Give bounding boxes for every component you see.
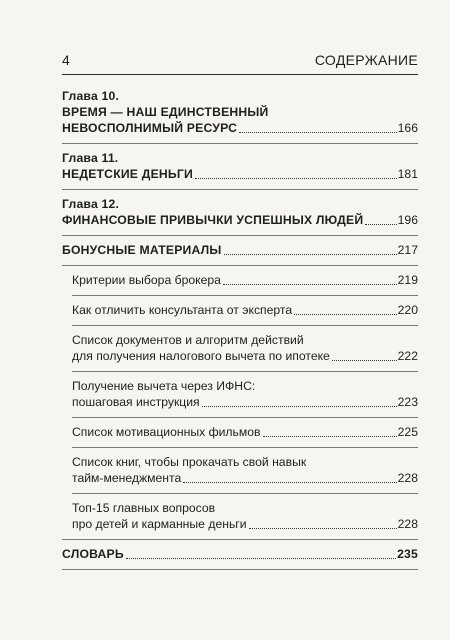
chapter-title-line: ФИНАНСОВЫЕ ПРИВЫЧКИ УСПЕШНЫХ ЛЮДЕЙ <box>62 213 364 227</box>
dot-leader <box>223 284 397 285</box>
subentry-title: Список документов и алгоритм действий <box>72 333 304 347</box>
toc-subentry[interactable] <box>72 424 418 440</box>
subentry-title: Получение вычета через ИФНС: <box>72 379 256 393</box>
divider <box>72 295 418 296</box>
dot-leader <box>263 436 397 437</box>
divider <box>72 417 418 418</box>
toc-entry-glossary[interactable] <box>62 546 418 562</box>
subentry-title: для получения налогового вычета по ипотеке <box>72 349 330 363</box>
dot-leader <box>249 528 397 529</box>
page-ref: 228 <box>397 471 418 485</box>
page-ref: 223 <box>397 395 418 409</box>
page-header <box>62 52 418 70</box>
page-ref: 228 <box>397 517 418 531</box>
glossary-title: СЛОВАРЬ <box>62 547 124 561</box>
divider <box>72 447 418 448</box>
header-rule <box>62 74 418 75</box>
dot-leader <box>365 224 396 225</box>
bonus-items <box>62 272 418 532</box>
divider <box>62 265 418 266</box>
toc-entry-chapter-11[interactable] <box>62 150 418 182</box>
divider <box>62 143 418 144</box>
page-number: 4 <box>62 52 70 68</box>
chapter-title-line: НЕДЕТСКИЕ ДЕНЬГИ <box>62 167 193 181</box>
divider <box>62 539 418 540</box>
toc-entry-chapter-12[interactable] <box>62 196 418 228</box>
dot-leader <box>195 178 397 179</box>
subentry-title: Список мотивационных фильмов <box>72 425 261 439</box>
subentry-title: про детей и карманные деньги <box>72 517 247 531</box>
chapter-title-line: НЕВОСПОЛНИМЫЙ РЕСУРС <box>62 121 238 135</box>
page-ref: 196 <box>397 213 418 227</box>
toc-subentry[interactable] <box>72 500 418 532</box>
subentry-title: Как отличить консультанта от эксперта <box>72 303 293 317</box>
subentry-title: пошаговая инструкция <box>72 395 200 409</box>
divider <box>62 189 418 190</box>
page-ref: 166 <box>397 121 418 135</box>
chapter-label: Глава 10. <box>62 89 120 103</box>
divider <box>72 325 418 326</box>
subentry-title: тайм-менеджмента <box>72 471 182 485</box>
page-ref: 235 <box>397 547 418 561</box>
subentry-title: Критерии выбора брокера <box>72 273 221 287</box>
toc-entry-bonus[interactable] <box>62 242 418 258</box>
chapter-title-line: ВРЕМЯ — НАШ ЕДИНСТВЕННЫЙ <box>62 105 269 119</box>
dot-leader <box>202 406 397 407</box>
page-ref: 222 <box>397 349 418 363</box>
divider <box>62 235 418 236</box>
dot-leader <box>224 254 397 255</box>
dot-leader <box>294 314 397 315</box>
dot-leader <box>183 482 396 483</box>
divider <box>72 493 418 494</box>
subentry-title: Топ-15 главных вопросов <box>72 501 216 515</box>
toc-subentry[interactable] <box>72 332 418 364</box>
dot-leader <box>332 360 397 361</box>
table-of-contents <box>62 88 418 576</box>
chapter-label: Глава 11. <box>62 151 119 165</box>
page-ref: 217 <box>397 243 418 257</box>
subentry-title: Список книг, чтобы прокачать свой навык <box>72 455 307 469</box>
toc-subentry[interactable] <box>72 378 418 410</box>
page-ref: 220 <box>397 303 418 317</box>
dot-leader <box>126 558 396 559</box>
page-ref: 219 <box>397 273 418 287</box>
chapter-label: Глава 12. <box>62 197 120 211</box>
toc-entry-chapter-10[interactable] <box>62 88 418 136</box>
divider <box>62 569 418 570</box>
toc-subentry[interactable] <box>72 272 418 288</box>
page-ref: 225 <box>397 425 418 439</box>
page-ref: 181 <box>397 167 418 181</box>
bonus-title: БОНУСНЫЕ МАТЕРИАЛЫ <box>62 243 222 257</box>
section-title: СОДЕРЖАНИЕ <box>314 52 418 68</box>
dot-leader <box>239 132 397 133</box>
divider <box>72 371 418 372</box>
toc-subentry[interactable] <box>72 302 418 318</box>
toc-subentry[interactable] <box>72 454 418 486</box>
